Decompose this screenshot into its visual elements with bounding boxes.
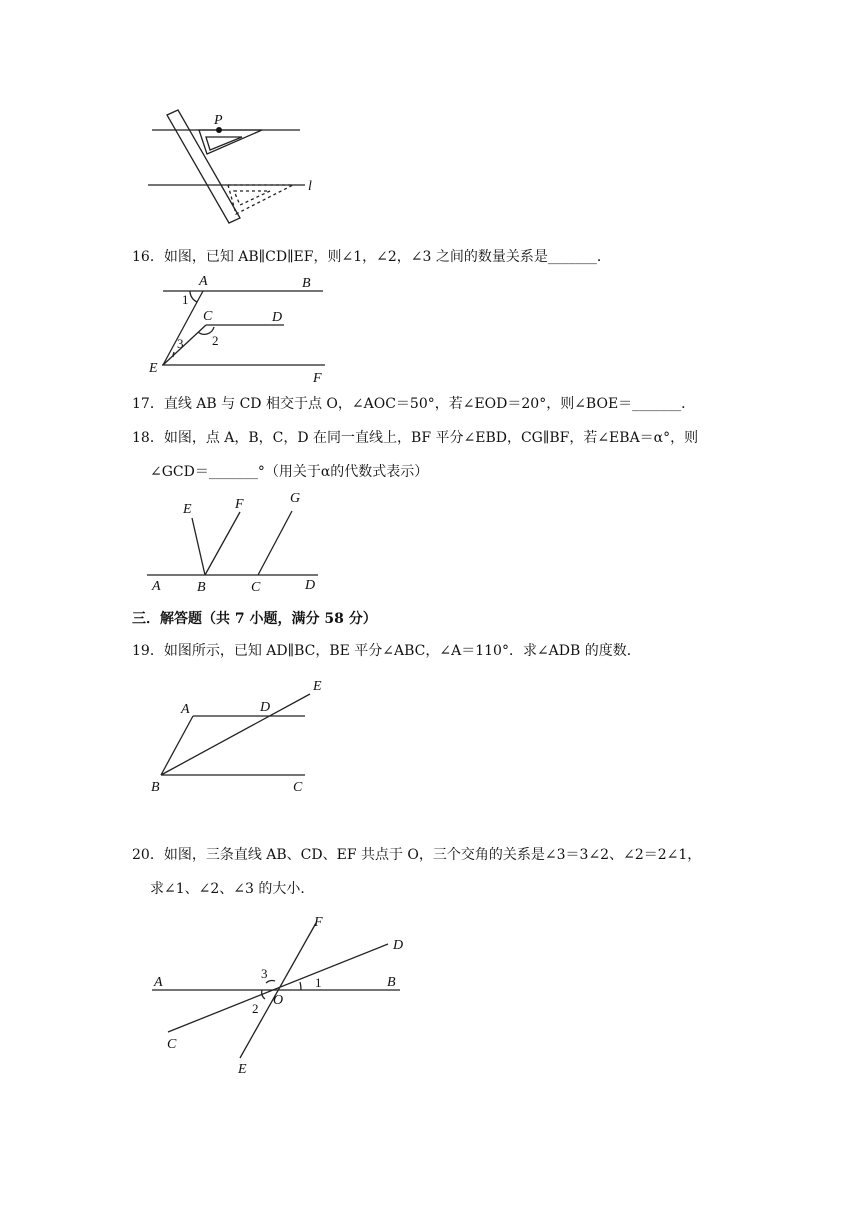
label-angle-2: 2 [212,333,219,348]
segment-ce [163,325,206,365]
label-a: A [154,975,163,990]
label-angle-3: 3 [177,336,184,351]
label-b: B [387,975,396,990]
section-3-title: 三．解答题（共 7 小题，满分 58 分） [132,611,377,627]
question-18-line-1: 18．如图，点 A，B，C，D 在同一直线上，BF 平分∠EBD，CG∥BF，若∠EBA＝α°，则 [132,430,699,446]
question-20-line-1: 20．如图，三条直线 AB、CD、EF 共点于 O，三个交角的关系是∠3＝3∠2、∠2＝2∠1， [132,847,702,863]
label-angle-1: 1 [182,292,189,307]
label-o: O [273,993,284,1008]
label-a: A [199,274,208,289]
label-c: C [293,780,303,795]
angle-3-arc [173,352,174,357]
triangle-inner [206,137,242,150]
figure-20 [140,910,420,1080]
figure-16 [140,268,340,388]
figure-15-ruler-triangle [140,108,330,238]
label-c: C [251,580,261,595]
ray-be [192,518,205,575]
triangle-dashed [228,185,293,214]
ray-cg [258,511,292,575]
question-19: 19．如图所示，已知 AD∥BC，BE 平分∠ABC，∠A＝110°．求∠ADB 的度数． [132,643,641,659]
triangle-dashed-inner [234,191,270,205]
label-c: C [167,1037,177,1052]
label-p: P [214,113,223,128]
label-a: A [181,702,190,717]
angle-1-arc [190,291,197,302]
label-b: B [151,780,160,795]
question-16: 16．如图，已知 AB∥CD∥EF，则∠1，∠2，∠3 之间的数量关系是_______． [132,249,611,265]
label-f: F [313,371,322,386]
figure-19 [140,672,340,802]
label-e: E [238,1062,247,1077]
ray-bf [205,512,240,575]
label-e: E [183,502,192,517]
label-angle-2: 2 [252,1001,259,1016]
label-e: E [313,679,322,694]
ruler [167,110,240,223]
label-f: F [314,915,323,930]
question-17: 17．直线 AB 与 CD 相交于点 O，∠AOC＝50°，若∠EOD＝20°，则∠BOE＝_______． [132,396,696,412]
label-b: B [302,276,311,291]
label-d: D [272,310,283,325]
label-d: D [260,700,271,715]
label-d: D [305,578,316,593]
label-g: G [290,491,301,506]
line-cd [168,944,388,1032]
label-angle-3: 3 [261,966,268,981]
question-20-line-2: 求∠1、∠2、∠3 的大小． [150,881,315,897]
label-e: E [149,361,158,376]
label-angle-1: 1 [315,975,322,990]
label-b: B [197,580,206,595]
question-18-line-2: ∠GCD＝_______°（用关于α的代数式表示） [150,464,429,480]
label-f: F [235,497,244,512]
label-c: C [203,309,213,324]
label-d: D [393,938,404,953]
label-l: l [308,179,312,194]
figure-18 [140,488,340,598]
angle-1-arc [300,982,301,990]
label-a: A [152,579,161,594]
